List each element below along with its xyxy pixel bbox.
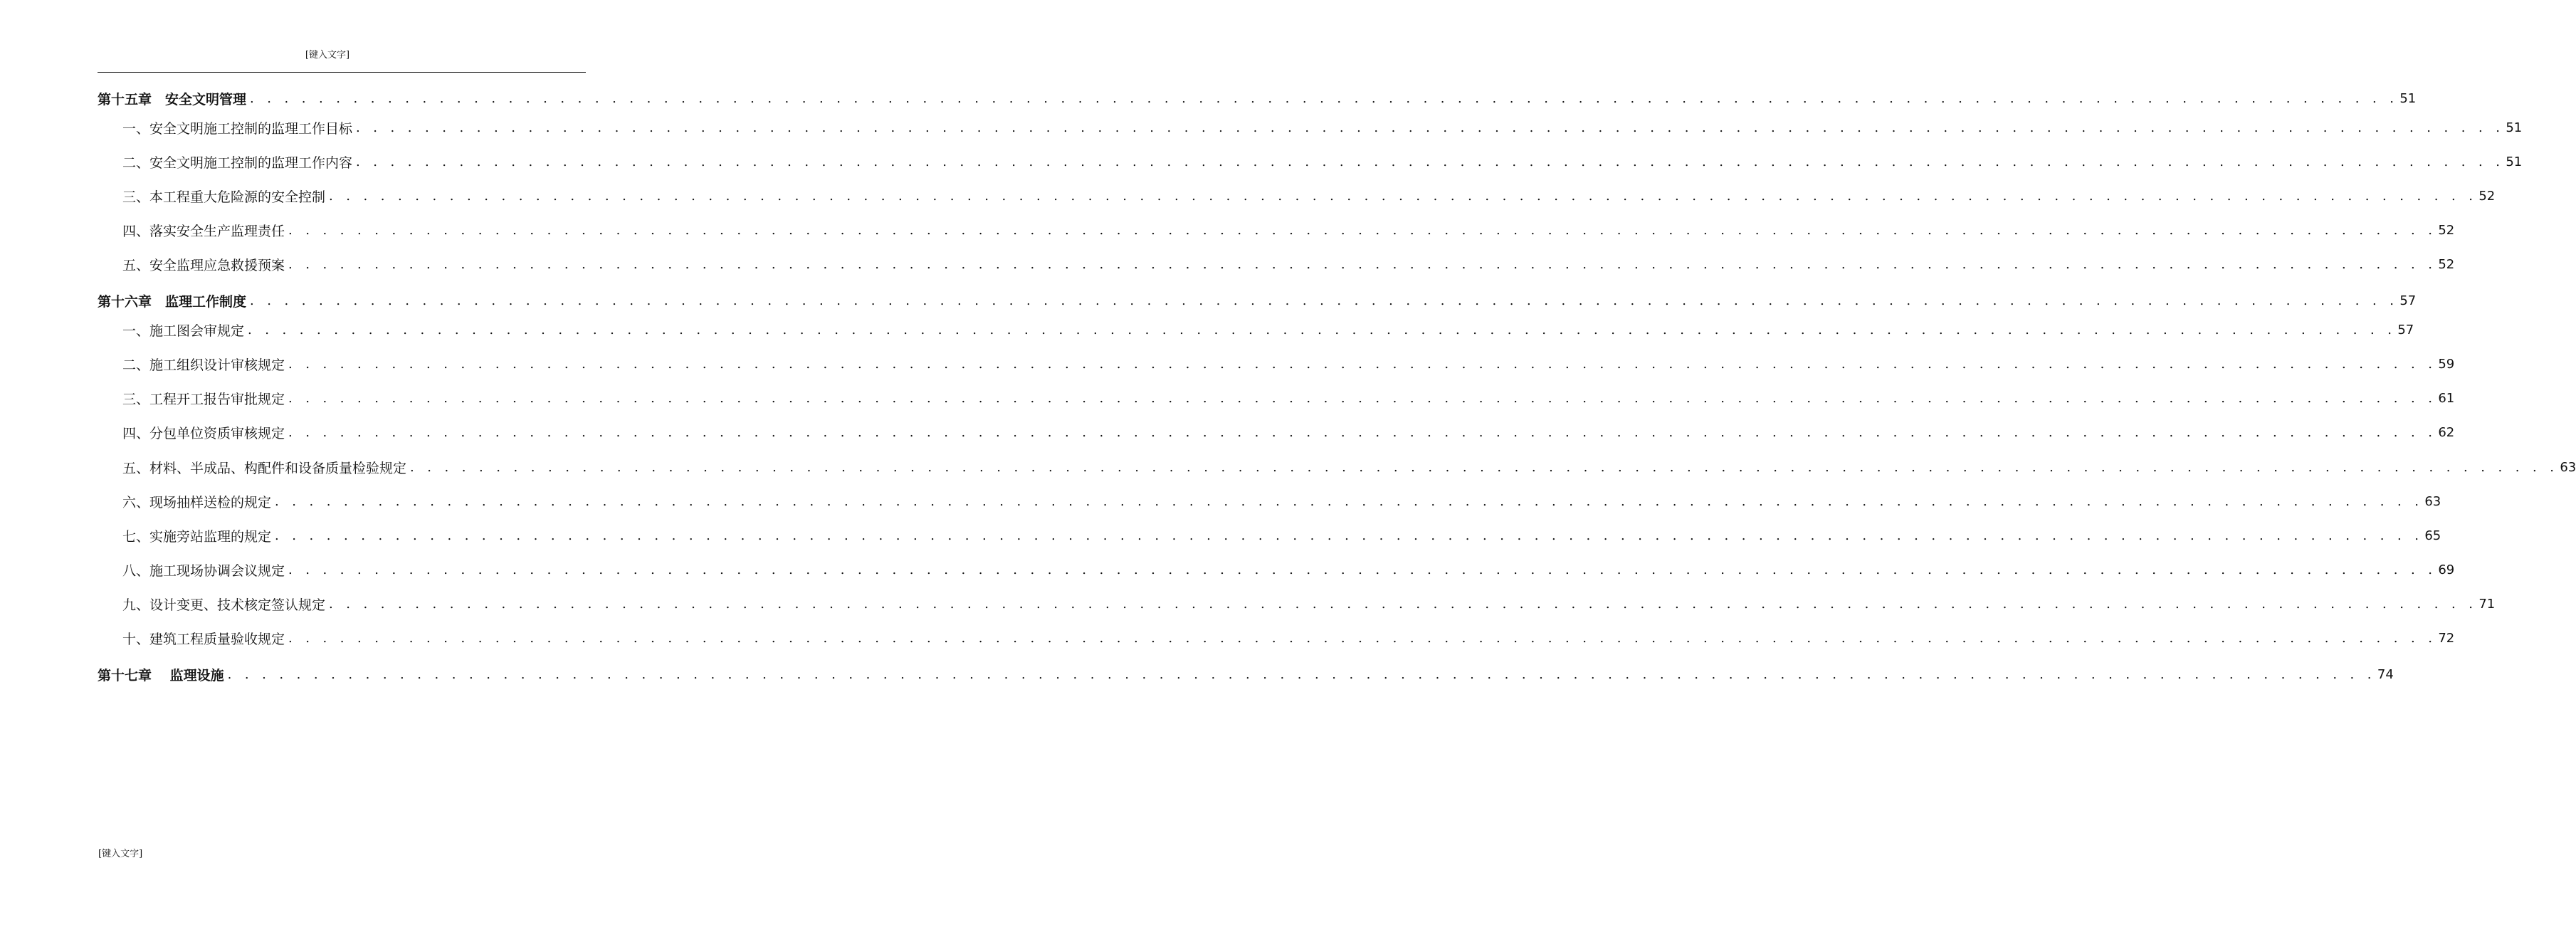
toc-entry-page: 57 bbox=[2399, 293, 2417, 308]
toc-entry[interactable] bbox=[98, 664, 2394, 685]
toc-dot-leader: . . . . . . . . . . . . . . . . . . . . . . . . . . . . . . . . . . . . . . . . . . . . . . . . . . . . . . . . . . . . . . . . . . . . . . . . . . . . . . . . . . . . . . . . . . . . . . . . . . . . . . . . . . . . . . . . . . . . . . . . . . . . . bbox=[288, 562, 2437, 577]
toc-entry-page: 62 bbox=[2438, 424, 2455, 440]
toc-entry-page: 65 bbox=[2424, 528, 2441, 543]
toc-entry-title: 二、安全文明施工控制的监理工作内容 bbox=[122, 154, 353, 171]
toc-entry[interactable] bbox=[122, 117, 2523, 138]
toc-entry-page: 63 bbox=[2424, 493, 2441, 509]
toc-entry[interactable] bbox=[122, 593, 2496, 614]
page-header: [键入文字] bbox=[305, 50, 350, 61]
toc-dot-leader: . . . . . . . . . . . . . . . . . . . . . . . . . . . . . . . . . . . . . . . . . . . . . . . . . . . . . . . . . . . . . . . . . . . . . . . . . . . . . . . . . . . . . . . . . . . . . . . . . . . . . . . . . . . . . . . . . . . . . . . . . . . . . bbox=[288, 356, 2437, 372]
toc-entry-title: 五、安全监理应急救援预案 bbox=[122, 257, 285, 273]
toc-entry[interactable] bbox=[122, 627, 2455, 649]
toc-entry[interactable] bbox=[122, 387, 2455, 409]
toc-entry-title: 九、设计变更、技术核定签认规定 bbox=[122, 597, 326, 613]
toc-entry-title: 六、现场抽样送检的规定 bbox=[122, 494, 272, 510]
toc-entry[interactable] bbox=[98, 88, 2417, 109]
toc-dot-leader: . . . . . . . . . . . . . . . . . . . . . . . . . . . . . . . . . . . . . . . . . . . . . . . . . . . . . . . . . . . . . . . . . . . . . . . . . . . . . . . . . . . . . . . . . . . . . . . . . . . . . . . . . . . . . . . . . . . . . . . . . . . . . bbox=[275, 493, 2424, 509]
toc-entry-title: 十、建筑工程质量验收规定 bbox=[122, 631, 285, 647]
toc-entry[interactable] bbox=[122, 219, 2455, 241]
toc-entry-title: 三、工程开工报告审批规定 bbox=[122, 391, 285, 407]
toc-entry-title: 第十七章 监理设施 bbox=[98, 667, 224, 684]
toc-entry[interactable] bbox=[122, 421, 2455, 443]
toc-entry[interactable] bbox=[98, 290, 2417, 311]
toc-entry[interactable] bbox=[122, 525, 2441, 546]
toc-entry-page: 63 bbox=[2560, 459, 2576, 475]
toc-dot-leader: . . . . . . . . . . . . . . . . . . . . . . . . . . . . . . . . . . . . . . . . . . . . . . . . . . . . . . . . . . . . . . . . . . . . . . . . . . . . . . . . . . . . . . . . . . . . . . . . . . . . . . . . . . . . . . . . . . . . . . . . . . . . . bbox=[288, 390, 2437, 406]
toc-entry-title: 第十五章 安全文明管理 bbox=[98, 91, 247, 108]
toc-entry-page: 51 bbox=[2506, 154, 2523, 169]
toc-entry[interactable] bbox=[122, 185, 2496, 206]
toc-entry-title: 第十六章 监理工作制度 bbox=[98, 293, 247, 310]
toc-entry-page: 59 bbox=[2438, 356, 2455, 372]
toc-dot-leader: . . . . . . . . . . . . . . . . . . . . . . . . . . . . . . . . . . . . . . . . . . . . . . . . . . . . . . . . . . . . . . . . . . . . . . . . . . . . . . . . . . . . . . . . . . . . . . . . . . . . . . . . . . . . . . . . . . . . . . . . . . . . . bbox=[275, 528, 2424, 543]
toc-entry-page: 74 bbox=[2377, 666, 2394, 682]
toc-dot-leader: . . . . . . . . . . . . . . . . . . . . . . . . . . . . . . . . . . . . . . . . . . . . . . . . . . . . . . . . . . . . . . . . . . . . . . . . . . . . . . . . . . . . . . . . . . . . . . . . . . . . . . . . . . . . . . . . . . . . . . . . . . . . . bbox=[356, 120, 2505, 135]
toc-entry-page: 52 bbox=[2438, 222, 2455, 238]
toc-dot-leader: . . . . . . . . . . . . . . . . . . . . . . . . . . . . . . . . . . . . . . . . . . . . . . . . . . . . . . . . . . . . . . . . . . . . . . . . . . . . . . . . . . . . . . . . . . . . . . . . . . . . . . . . . . . . . . . . . . . . . . . . . . . . . bbox=[410, 459, 2559, 475]
toc-entry-page: 51 bbox=[2506, 120, 2523, 135]
toc-dot-leader: . . . . . . . . . . . . . . . . . . . . . . . . . . . . . . . . . . . . . . . . . . . . . . . . . . . . . . . . . . . . . . . . . . . . . . . . . . . . . . . . . . . . . . . . . . . . . . . . . . . . . . . . . . . . . . . . . . . . . . . . . . . . . bbox=[288, 424, 2437, 440]
toc-dot-leader: . . . . . . . . . . . . . . . . . . . . . . . . . . . . . . . . . . . . . . . . . . . . . . . . . . . . . . . . . . . . . . . . . . . . . . . . . . . . . . . . . . . . . . . . . . . . . . . . . . . . . . . . . . . . . . . . . . . . . . . . . . . . . bbox=[250, 90, 2399, 106]
toc-entry-page: 52 bbox=[2438, 256, 2455, 272]
toc-entry-page: 69 bbox=[2438, 562, 2455, 577]
toc-entry[interactable] bbox=[122, 319, 2414, 340]
toc-entry-title: 八、施工现场协调会议规定 bbox=[122, 562, 285, 579]
toc-entry[interactable] bbox=[122, 559, 2455, 580]
toc-entry[interactable] bbox=[122, 253, 2455, 275]
toc-dot-leader: . . . . . . . . . . . . . . . . . . . . . . . . . . . . . . . . . . . . . . . . . . . . . . . . . . . . . . . . . . . . . . . . . . . . . . . . . . . . . . . . . . . . . . . . . . . . . . . . . . . . . . . . . . . . . . . . . . . . . . . . . . . . . bbox=[356, 154, 2505, 169]
toc-entry[interactable] bbox=[122, 491, 2441, 512]
toc-dot-leader: . . . . . . . . . . . . . . . . . . . . . . . . . . . . . . . . . . . . . . . . . . . . . . . . . . . . . . . . . . . . . . . . . . . . . . . . . . . . . . . . . . . . . . . . . . . . . . . . . . . . . . . . . . . . . . . . . . . . . . . . . . . . . bbox=[288, 222, 2437, 238]
toc-entry[interactable] bbox=[122, 353, 2455, 375]
toc-dot-leader: . . . . . . . . . . . . . . . . . . . . . . . . . . . . . . . . . . . . . . . . . . . . . . . . . . . . . . . . . . . . . . . . . . . . . . . . . . . . . . . . . . . . . . . . . . . . . . . . . . . . . . . . . . . . . . . . . . . . . . . . . . . . . bbox=[227, 666, 2376, 682]
toc-dot-leader: . . . . . . . . . . . . . . . . . . . . . . . . . . . . . . . . . . . . . . . . . . . . . . . . . . . . . . . . . . . . . . . . . . . . . . . . . . . . . . . . . . . . . . . . . . . . . . . . . . . . . . . . . . . . . . . . . . . . . . . . . . . . . bbox=[288, 630, 2437, 646]
toc-entry-page: 51 bbox=[2399, 90, 2417, 106]
toc-entry-page: 71 bbox=[2478, 596, 2496, 612]
toc-entry-page: 61 bbox=[2438, 390, 2455, 406]
toc-entry-page: 72 bbox=[2438, 630, 2455, 646]
toc-dot-leader: . . . . . . . . . . . . . . . . . . . . . . . . . . . . . . . . . . . . . . . . . . . . . . . . . . . . . . . . . . . . . . . . . . . . . . . . . . . . . . . . . . . . . . . . . . . . . . . . . . . . . . . . . . . . . . . . . . . . . . . . . . . . . bbox=[250, 293, 2399, 308]
toc-entry-title: 二、施工组织设计审核规定 bbox=[122, 357, 285, 373]
toc-dot-leader: . . . . . . . . . . . . . . . . . . . . . . . . . . . . . . . . . . . . . . . . . . . . . . . . . . . . . . . . . . . . . . . . . . . . . . . . . . . . . . . . . . . . . . . . . . . . . . . . . . . . . . . . . . . . . . . . . . . . . . . . . . . . . bbox=[329, 596, 2478, 612]
toc-dot-leader: . . . . . . . . . . . . . . . . . . . . . . . . . . . . . . . . . . . . . . . . . . . . . . . . . . . . . . . . . . . . . . . . . . . . . . . . . . . . . . . . . . . . . . . . . . . . . . . . . . . . . . . . . . . . . . . . . . . . . . . . . . . . . bbox=[248, 322, 2397, 337]
toc-dot-leader: . . . . . . . . . . . . . . . . . . . . . . . . . . . . . . . . . . . . . . . . . . . . . . . . . . . . . . . . . . . . . . . . . . . . . . . . . . . . . . . . . . . . . . . . . . . . . . . . . . . . . . . . . . . . . . . . . . . . . . . . . . . . . bbox=[329, 188, 2478, 204]
header-divider bbox=[98, 72, 586, 73]
toc-entry-page: 57 bbox=[2397, 322, 2414, 337]
toc-entry-title: 四、分包单位资质审核规定 bbox=[122, 425, 285, 441]
toc-entry-title: 一、安全文明施工控制的监理工作目标 bbox=[122, 120, 353, 137]
toc-entry-title: 四、落实安全生产监理责任 bbox=[122, 223, 285, 239]
toc-entry-page: 52 bbox=[2478, 188, 2496, 204]
toc-entry-title: 三、本工程重大危险源的安全控制 bbox=[122, 189, 326, 205]
page-footer: [键入文字] bbox=[98, 849, 143, 859]
toc-entry-title: 一、施工图会审规定 bbox=[122, 323, 245, 339]
toc-entry-title: 七、实施旁站监理的规定 bbox=[122, 528, 272, 545]
toc-entry[interactable] bbox=[122, 456, 2576, 478]
toc-dot-leader: . . . . . . . . . . . . . . . . . . . . . . . . . . . . . . . . . . . . . . . . . . . . . . . . . . . . . . . . . . . . . . . . . . . . . . . . . . . . . . . . . . . . . . . . . . . . . . . . . . . . . . . . . . . . . . . . . . . . . . . . . . . . . bbox=[288, 256, 2437, 272]
toc-entry[interactable] bbox=[122, 151, 2523, 172]
toc-entry-title: 五、材料、半成品、构配件和设备质量检验规定 bbox=[122, 460, 407, 476]
